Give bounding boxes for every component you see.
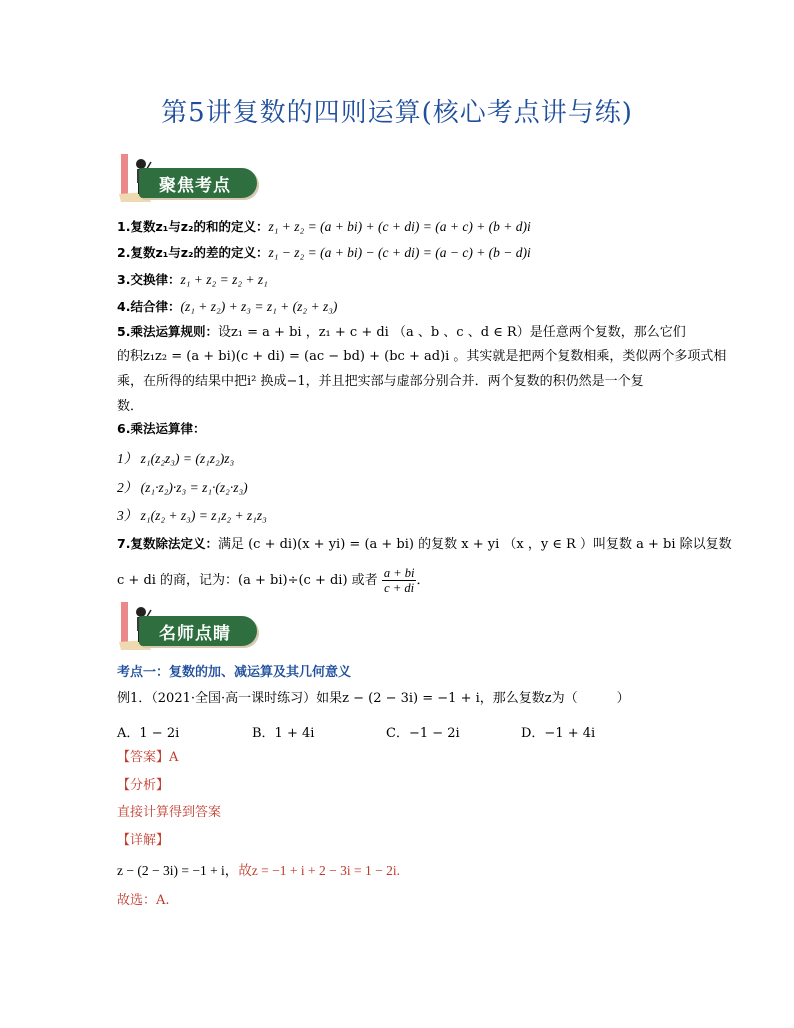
section-banner-tips xyxy=(117,600,257,652)
item-1: 1.复数z₁与z₂的和的定义：z₁ + z₂ = (a + bi) + (c + di) = (a + c) + (b + d)i xyxy=(117,219,531,234)
page-title: 第5讲复数的四则运算(核心考点讲与练) xyxy=(161,98,633,128)
answer-line: 【答案】A xyxy=(117,750,179,765)
option-d: D．−1 + 4i xyxy=(521,726,596,741)
item-5-cont-3: 数． xyxy=(117,399,144,414)
detail-head: 【详解】 xyxy=(117,833,170,848)
item-6: 6.乘法运算律： xyxy=(117,421,206,436)
item-2: 2.复数z₁与z₂的差的定义：z₁ − z₂ = (a + bi) − (c + di) = (a − c) + (b − d)i xyxy=(117,245,531,260)
analysis-text: 直接计算得到答案 xyxy=(117,805,222,820)
item-7-cont: c + di 的商，记为：(a + bi)÷(c + di) 或者 $\frac{a + bi}{c + di}$ ． xyxy=(117,566,430,595)
fraction: $\frac{a + bi}{c + di}$ xyxy=(383,566,415,595)
analysis-head: 【分析】 xyxy=(117,778,170,793)
item-5-cont-2: 乘，在所得的结果中把i² 换成−1，并且把实部与虚部分别合并．两个复数的积仍然是一个复 xyxy=(117,374,644,389)
item-5-cont-1: 的积z₁z₂ = (a + bi)(c + di) = (ac − bd) + (bc + ad)i 。其实就是把两个复数相乘，类似两个多项式相 xyxy=(117,349,727,364)
law-1: 1） z₁(z₂z₃) = (z₁z₂)z₃ xyxy=(117,451,235,466)
item-4: 4.结合律：(z₁ + z₂) + z₃ = z₁ + (z₂ + z₃) xyxy=(117,299,338,314)
detail-text: z − (2 − 3i) = −1 + i，故z = −1 + i + 2 − 3i = 1 − 2i. xyxy=(117,863,400,878)
option-c: C．−1 − 2i xyxy=(386,726,460,741)
banner-label: 聚焦考点 xyxy=(159,176,231,196)
section-banner-focus xyxy=(117,152,257,204)
law-3: 3） z₁(z₂ + z₃) = z₁z₂ + z₁z₃ xyxy=(117,508,267,523)
kaodian-heading: 考点一：复数的加、减运算及其几何意义 xyxy=(117,665,352,680)
example-stem: 例1．（2021·全国·高一课时练习）如果z − (2 − 3i) = −1 + i，那么复数z为（ ） xyxy=(117,691,630,706)
item-7: 7.复数除法定义：满足 (c + di)(x + yi) = (a + bi) 的复数 x + yi （x ，y ∈ R ）叫复数 a + bi 除以复数 xyxy=(117,536,732,552)
conclusion: 故选：A. xyxy=(117,893,170,908)
banner-label: 名师点睛 xyxy=(159,624,231,644)
option-a: A．1 − 2i xyxy=(117,726,180,741)
option-b: B．1 + 4i xyxy=(252,726,315,741)
item-5: 5.乘法运算规则：设z₁ = a + bi ，z₁ + c + di （a 、b 、c 、d ∈ R）是任意两个复数，那么它们 xyxy=(117,324,686,340)
item-3: 3.交换律：z₁ + z₂ = z₂ + z₁ xyxy=(117,272,268,287)
law-2: 2） (z₁·z₂)·z₃ = z₁·(z₂·z₃) xyxy=(117,480,248,495)
